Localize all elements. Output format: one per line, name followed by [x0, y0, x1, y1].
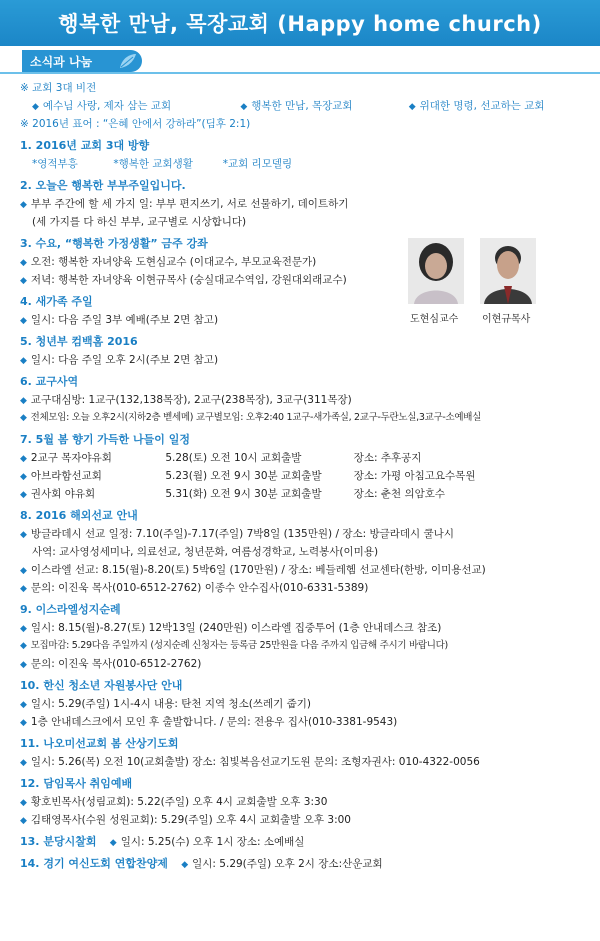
section-title: 1. 2016년 교회 3대 방향: [20, 139, 150, 152]
bullet-icon: ◆: [20, 396, 27, 406]
bullet-icon: ◆: [32, 102, 39, 112]
outing-time: 5.31(화) 오전 9시 30분 교회출발: [165, 488, 322, 500]
photo-caption-left: 도현심교수: [410, 314, 459, 325]
portrait-woman-icon: [408, 238, 464, 304]
title-banner: [0, 0, 600, 46]
table-row: [20, 485, 585, 503]
speaker-photos: [406, 238, 581, 338]
bullet-icon: ◆: [20, 798, 27, 808]
direction-item: *교회 리모델링: [222, 158, 293, 170]
section-tab-label: 소식과 나눔: [30, 55, 93, 69]
vision-item: 행복한 만남, 목장교회: [251, 100, 353, 112]
bullet-icon: ◆: [20, 413, 27, 423]
list-item: 일시: 다음 주일 3부 예배(주보 2면 참고): [30, 314, 219, 326]
section-tab: [22, 50, 142, 72]
section-title: 4. 새가족 주일: [20, 295, 93, 308]
list-item: 저녁: 행복한 자녀양육 이현규목사 (숭실대교수역임, 강원대외래교수): [30, 274, 347, 286]
bullet-icon: ◆: [20, 490, 27, 500]
list-item: 일시: 5.26(목) 오전 10(교회출발) 장소: 침빛복음선교기도원 문의: 조형자권사: 010-4322-0056: [30, 756, 480, 768]
section-title: 12. 담임목사 취임예배: [20, 777, 133, 790]
outing-place: 장소: 가평 아침고요수목원: [353, 470, 476, 482]
list-item: 일시: 5.25(수) 오후 1시 장소: 소예배실: [120, 836, 305, 848]
list-item: 문의: 이진욱 목사(010-6512-2762) 이종수 안수집사(010-6331-5389): [30, 582, 369, 594]
outing-group: 아브라함선교회: [30, 470, 102, 482]
section-title: 8. 2016 해외선교 안내: [20, 509, 138, 522]
bullet-icon: ◆: [20, 700, 27, 710]
bullet-icon: ◆: [240, 102, 248, 112]
list-item: 황호빈목사(성림교회): 5.22(주일) 오후 4시 교회출발 오후 3:30: [30, 796, 328, 808]
list-item: 김태영목사(수원 성원교회): 5.29(주일) 오후 4시 교회출발 오후 3:00: [30, 814, 351, 826]
outing-group: 2교구 목자야유회: [30, 452, 112, 464]
bullet-icon: ◆: [20, 200, 27, 210]
news-content: [20, 79, 585, 873]
bullet-icon: ◆: [20, 584, 27, 594]
list-item: 1층 안내데스크에서 모인 후 출발합니다. / 문의: 전용우 집사(010-3381-9543): [30, 716, 398, 728]
portrait-man-icon: [480, 238, 536, 304]
vision-item: 예수님 사랑, 제자 삼는 교회: [42, 100, 172, 112]
bullet-icon: ◆: [20, 258, 27, 268]
vision-items: [20, 97, 585, 115]
section-title: 13. 분당시찰회: [20, 835, 97, 848]
bullet-icon: ◆: [20, 454, 27, 464]
list-item: 모집마감: 5.29다음 주일까지 (성지순례 신청자는 등록금 25만원을 다음 주까지 입금해 주시기 바랍니다): [30, 640, 448, 651]
vision-item: 위대한 명령, 선교하는 교회: [419, 100, 545, 112]
list-item: 오전: 행복한 자녀양육 도현심교수 (이대교수, 부모교육전문가): [30, 256, 317, 268]
outing-time: 5.23(월) 오전 9시 30분 교회출발: [165, 470, 322, 482]
table-row: [20, 449, 585, 467]
page-title: 행복한 만남, 목장교회 (Happy home church): [58, 12, 542, 36]
divider: [0, 72, 600, 74]
list-item: 일시: 5.29(주일) 1시-4시 내용: 탄천 지역 청소(쓰레기 줍기): [30, 698, 311, 710]
list-item: 이스라엘 선교: 8.15(월)-8.20(토) 5박6일 (170만원) / 장소: 베들레헴 선교센타(한방, 이미용선교): [30, 564, 486, 576]
bullet-icon: ◆: [20, 566, 27, 576]
list-item: 부부 주간에 할 세 가지 일: 부부 편지쓰기, 서로 선물하기, 데이트하기: [30, 198, 349, 210]
bullet-icon: ◆: [20, 530, 27, 540]
vision-title: ※ 교회 3대 비전: [20, 82, 97, 94]
list-item: 사역: 교사영성세미나, 의료선교, 청년문화, 여름성경학교, 노력봉사(이미용): [32, 546, 379, 558]
section-title: 6. 교구사역: [20, 375, 79, 388]
section-title: 11. 나오미선교회 봄 산상기도회: [20, 737, 179, 750]
bullet-icon: ◆: [20, 816, 27, 826]
section-title: 10. 한신 청소년 자원봉사단 안내: [20, 679, 183, 692]
list-item: 문의: 이진욱 목사(010-6512-2762): [30, 658, 202, 670]
section-title: 2. 오늘은 행복한 부부주일입니다.: [20, 179, 186, 192]
bullet-icon: ◆: [20, 624, 27, 634]
bullet-icon: ◆: [20, 718, 27, 728]
leaf-icon: [118, 52, 138, 70]
section-title: 9. 이스라엘성지순례: [20, 603, 121, 616]
outing-place: 장소: 추후공지: [353, 452, 422, 464]
speaker-photo-right: [480, 238, 536, 304]
section-title: 3. 수요, “행복한 가정생활” 금주 강좌: [20, 237, 208, 250]
bullet-icon: ◆: [20, 316, 27, 326]
direction-item: *행복한 교회생활: [113, 158, 193, 170]
list-item: 일시: 8.15(월)-8.27(토) 12박13일 (240만원) 이스라엘 집중투어 (1층 안내데스크 참조): [30, 622, 442, 634]
section-title: 5. 청년부 컴백홈 2016: [20, 335, 138, 348]
bullet-icon: ◆: [181, 860, 189, 870]
outing-time: 5.28(토) 오전 10시 교회출발: [165, 452, 302, 464]
section-title: 14. 경기 여신도회 연합찬양제: [20, 857, 168, 870]
bullet-icon: ◆: [20, 641, 27, 651]
list-item: 교구대심방: 1교구(132,138목장), 2교구(238목장), 3교구(311목장): [30, 394, 352, 406]
speaker-photo-left: [408, 238, 464, 304]
table-row: [20, 467, 585, 485]
outing-group: 권사회 야유회: [30, 488, 96, 500]
list-item: (세 가지를 다 하신 부부, 교구별로 시상합니다): [32, 216, 247, 228]
direction-item: *영적부흥: [32, 158, 78, 170]
bullet-icon: ◆: [20, 660, 27, 670]
list-item: 전체모임: 오늘 오후2시(지하2층 벧세메) 교구별모임: 오후2:40 1교구-새가족실, 2교구-두란노실,3교구-소예배실: [30, 412, 482, 423]
bullet-icon: ◆: [408, 102, 416, 112]
bullet-icon: ◆: [20, 356, 27, 366]
list-item: 일시: 5.29(주일) 오후 2시 장소:산운교회: [192, 858, 383, 870]
photo-caption-right: 이현규목사: [482, 314, 531, 325]
direction-items: [20, 155, 585, 173]
bullet-icon: ◆: [20, 472, 27, 482]
bullet-icon: ◆: [109, 838, 117, 848]
bullet-icon: ◆: [20, 276, 27, 286]
list-item: 일시: 다음 주일 오후 2시(주보 2면 참고): [30, 354, 219, 366]
section-title: 7. 5월 봄 향기 가득한 나들이 일정: [20, 433, 190, 446]
year-motto: ※ 2016년 표어 : “은혜 안에서 강하라”(딤후 2:1): [20, 118, 251, 130]
outing-place: 장소: 춘천 의암호수: [353, 488, 446, 500]
bullet-icon: ◆: [20, 758, 27, 768]
list-item: 방글라데시 선교 일정: 7.10(주일)-7.17(주일) 7박8일 (135만원) / 장소: 방글라데시 쿨나시: [30, 528, 454, 540]
